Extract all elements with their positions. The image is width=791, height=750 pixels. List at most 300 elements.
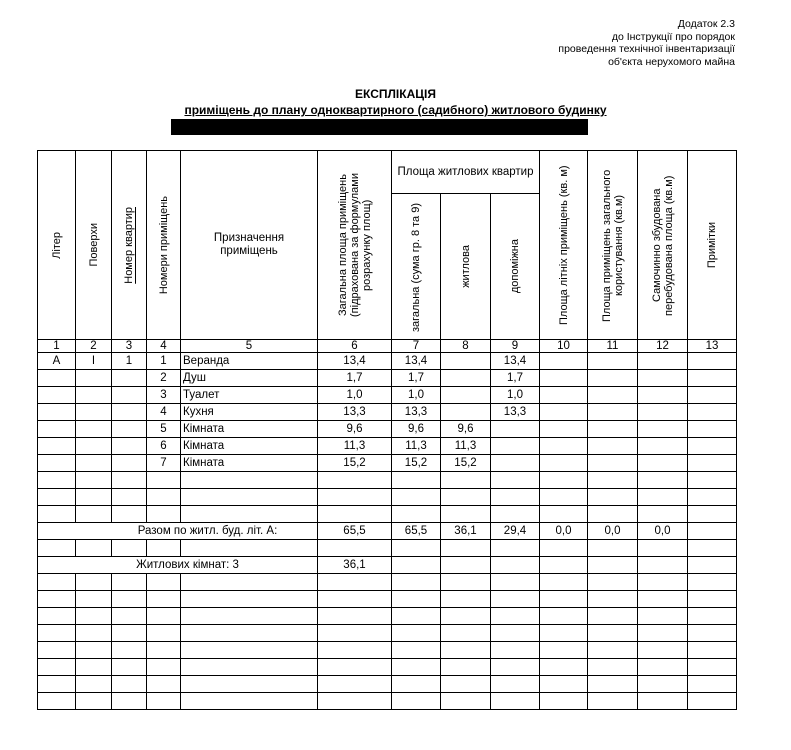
- empty-cell: [540, 608, 588, 625]
- empty-cell: [392, 574, 441, 591]
- room-number-cell: 4: [147, 404, 181, 421]
- empty-cell: [540, 455, 588, 472]
- empty-cell: [638, 472, 688, 489]
- empty-cell: [318, 540, 392, 557]
- empty-cell: [588, 387, 638, 404]
- liter-cell: [38, 438, 76, 455]
- empty-cell: [392, 625, 441, 642]
- empty-cell: [38, 506, 76, 523]
- col-number: 6: [318, 340, 392, 353]
- empty-cell: [76, 659, 112, 676]
- empty-cell: [392, 540, 441, 557]
- room-purpose-cell: Кімната: [181, 421, 318, 438]
- liter-cell: [38, 455, 76, 472]
- empty-cell: [688, 472, 737, 489]
- empty-cell: [112, 506, 147, 523]
- empty-cell: [112, 591, 147, 608]
- empty-cell: [441, 557, 491, 574]
- room-purpose-cell: Душ: [181, 370, 318, 387]
- empty-cell: [688, 608, 737, 625]
- living-area-cell: 11,3: [441, 438, 491, 455]
- empty-cell: [688, 625, 737, 642]
- empty-cell: [392, 472, 441, 489]
- header-common: Площа приміщень загального користування (кв.м): [588, 151, 638, 340]
- empty-cell: [588, 591, 638, 608]
- apt-cell: [112, 421, 147, 438]
- col-number: 2: [76, 340, 112, 353]
- empty-cell: [540, 557, 588, 574]
- document-title: ЕКСПЛІКАЦІЯ: [355, 87, 436, 101]
- header-floors: Поверхи: [76, 151, 112, 340]
- room-number-cell: 1: [147, 353, 181, 370]
- col-number: 7: [392, 340, 441, 353]
- empty-cell: [540, 404, 588, 421]
- apt-total-cell: 15,2: [392, 455, 441, 472]
- empty-cell: [392, 557, 441, 574]
- apt-cell: [112, 438, 147, 455]
- empty-cell: [441, 608, 491, 625]
- room-number-cell: 3: [147, 387, 181, 404]
- empty-cell: [638, 659, 688, 676]
- col-number: 12: [638, 340, 688, 353]
- empty-cell: [688, 506, 737, 523]
- empty-cell: [392, 608, 441, 625]
- empty-cell: [540, 642, 588, 659]
- empty-cell: [392, 591, 441, 608]
- empty-cell: [638, 642, 688, 659]
- empty-cell: [588, 557, 638, 574]
- empty-row: [38, 608, 737, 625]
- col-number: 8: [441, 340, 491, 353]
- empty-cell: [638, 540, 688, 557]
- empty-cell: [38, 693, 76, 710]
- empty-cell: [76, 489, 112, 506]
- empty-cell: [441, 693, 491, 710]
- empty-cell: [76, 693, 112, 710]
- empty-cell: [147, 659, 181, 676]
- room-row: [38, 421, 737, 438]
- col-number: 1: [38, 340, 76, 353]
- empty-cell: [491, 489, 540, 506]
- living-rooms-area: 36,1: [318, 557, 392, 574]
- empty-cell: [540, 693, 588, 710]
- empty-cell: [638, 506, 688, 523]
- empty-cell: [588, 506, 638, 523]
- empty-cell: [76, 472, 112, 489]
- liter-cell: [38, 370, 76, 387]
- empty-row: [38, 489, 737, 506]
- empty-row: [38, 591, 737, 608]
- liter-cell: [38, 404, 76, 421]
- living-area-sum: 36,1: [441, 523, 491, 540]
- empty-cell: [392, 676, 441, 693]
- empty-cell: [688, 489, 737, 506]
- col-number: 5: [181, 340, 318, 353]
- empty-cell: [318, 506, 392, 523]
- empty-cell: [588, 540, 638, 557]
- empty-cell: [638, 438, 688, 455]
- empty-cell: [491, 574, 540, 591]
- empty-cell: [688, 693, 737, 710]
- apt-total-sum: 65,5: [392, 523, 441, 540]
- room-row: [38, 404, 737, 421]
- appendix-line-4: об'єкта нерухомого майна: [608, 55, 735, 68]
- empty-cell: [38, 608, 76, 625]
- empty-cell: [318, 625, 392, 642]
- empty-cell: [588, 489, 638, 506]
- total-area-cell: 11,3: [318, 438, 392, 455]
- empty-cell: [76, 574, 112, 591]
- empty-cell: [540, 540, 588, 557]
- empty-cell: [588, 370, 638, 387]
- empty-cell: [588, 574, 638, 591]
- empty-cell: [638, 608, 688, 625]
- empty-cell: [181, 642, 318, 659]
- empty-cell: [112, 642, 147, 659]
- empty-row: [38, 625, 737, 642]
- living-area-cell: [441, 404, 491, 421]
- liter-cell: [38, 421, 76, 438]
- empty-cell: [638, 370, 688, 387]
- total-area-cell: 1,0: [318, 387, 392, 404]
- empty-row: [38, 676, 737, 693]
- empty-cell: [540, 489, 588, 506]
- empty-row: [38, 659, 737, 676]
- empty-cell: [76, 642, 112, 659]
- room-purpose-cell: Кухня: [181, 404, 318, 421]
- empty-cell: [540, 421, 588, 438]
- empty-cell: [147, 693, 181, 710]
- empty-cell: [147, 608, 181, 625]
- empty-cell: [181, 506, 318, 523]
- header-notes: Примітки: [688, 151, 737, 340]
- empty-row: [38, 540, 737, 557]
- empty-cell: [441, 591, 491, 608]
- apt-cell: [112, 370, 147, 387]
- apt-cell: [112, 387, 147, 404]
- empty-cell: [147, 540, 181, 557]
- empty-cell: [318, 574, 392, 591]
- header-apt-total: загальна (сума гр. 8 та 9): [392, 194, 441, 340]
- empty-cell: [540, 625, 588, 642]
- appendix-line-1: Додаток 2.3: [677, 18, 735, 30]
- empty-cell: [588, 438, 638, 455]
- empty-cell: [318, 591, 392, 608]
- empty-cell: [688, 387, 737, 404]
- floor-cell: [76, 455, 112, 472]
- aux-area-cell: 1,0: [491, 387, 540, 404]
- appendix-note: [558, 18, 735, 68]
- empty-cell: [688, 421, 737, 438]
- col-number: 13: [688, 340, 737, 353]
- empty-cell: [588, 608, 638, 625]
- empty-cell: [76, 506, 112, 523]
- empty-cell: [638, 387, 688, 404]
- header-total-area: Загальна площа приміщень (підрахована за формулами розрахунку площ): [318, 151, 392, 340]
- empty-cell: [38, 540, 76, 557]
- apt-total-cell: 1,7: [392, 370, 441, 387]
- apt-total-cell: 1,0: [392, 387, 441, 404]
- appendix-line-3: проведення технічної інвентаризації: [558, 43, 735, 55]
- document-subtitle: приміщень до плану одноквартирного (садибного) житлового будинку: [184, 103, 607, 117]
- apt-cell: 1: [112, 353, 147, 370]
- empty-cell: [112, 489, 147, 506]
- col-number: 4: [147, 340, 181, 353]
- room-purpose-cell: Кімната: [181, 455, 318, 472]
- room-number-cell: 6: [147, 438, 181, 455]
- summer-area-sum: 0,0: [540, 523, 588, 540]
- empty-cell: [638, 557, 688, 574]
- empty-cell: [112, 472, 147, 489]
- empty-cell: [588, 625, 638, 642]
- floor-cell: [76, 421, 112, 438]
- empty-cell: [588, 404, 638, 421]
- empty-cell: [147, 506, 181, 523]
- header-apt-no: Номер квартир: [112, 151, 147, 340]
- empty-cell: [181, 659, 318, 676]
- header-purpose: Призначення приміщень: [181, 151, 318, 340]
- living-area-cell: 9,6: [441, 421, 491, 438]
- floor-cell: І: [76, 353, 112, 370]
- empty-cell: [688, 676, 737, 693]
- apt-total-cell: 13,3: [392, 404, 441, 421]
- empty-cell: [491, 506, 540, 523]
- empty-cell: [491, 659, 540, 676]
- empty-cell: [688, 438, 737, 455]
- room-row: [38, 438, 737, 455]
- empty-cell: [38, 472, 76, 489]
- empty-cell: [38, 659, 76, 676]
- empty-cell: [688, 540, 737, 557]
- col-number: 11: [588, 340, 638, 353]
- empty-cell: [181, 574, 318, 591]
- empty-cell: [638, 591, 688, 608]
- living-area-cell: 15,2: [441, 455, 491, 472]
- empty-cell: [318, 489, 392, 506]
- empty-cell: [688, 642, 737, 659]
- empty-cell: [540, 472, 588, 489]
- empty-cell: [76, 625, 112, 642]
- empty-cell: [588, 421, 638, 438]
- empty-cell: [441, 625, 491, 642]
- empty-cell: [638, 353, 688, 370]
- empty-cell: [441, 489, 491, 506]
- empty-cell: [441, 472, 491, 489]
- empty-cell: [540, 659, 588, 676]
- total-area-cell: 15,2: [318, 455, 392, 472]
- empty-cell: [112, 659, 147, 676]
- empty-cell: [181, 489, 318, 506]
- empty-row: [38, 693, 737, 710]
- empty-cell: [540, 438, 588, 455]
- empty-cell: [112, 625, 147, 642]
- empty-cell: [688, 591, 737, 608]
- header-auxiliary: допоміжна: [491, 194, 540, 340]
- empty-cell: [76, 591, 112, 608]
- empty-cell: [318, 472, 392, 489]
- liter-cell: [38, 387, 76, 404]
- floor-cell: [76, 370, 112, 387]
- apt-cell: [112, 404, 147, 421]
- header-room-nos: Номери приміщень: [147, 151, 181, 340]
- empty-cell: [181, 693, 318, 710]
- empty-cell: [38, 676, 76, 693]
- empty-row: [38, 642, 737, 659]
- room-purpose-cell: Туалет: [181, 387, 318, 404]
- living-area-cell: [441, 387, 491, 404]
- aux-area-sum: 29,4: [491, 523, 540, 540]
- empty-cell: [588, 676, 638, 693]
- empty-cell: [318, 642, 392, 659]
- empty-cell: [147, 642, 181, 659]
- empty-cell: [392, 489, 441, 506]
- total-row: [38, 523, 737, 540]
- floor-cell: [76, 404, 112, 421]
- empty-cell: [540, 506, 588, 523]
- header-summer: Площа літніх приміщень (кв. м): [540, 151, 588, 340]
- aux-area-cell: 13,3: [491, 404, 540, 421]
- empty-row: [38, 472, 737, 489]
- total-area-cell: 9,6: [318, 421, 392, 438]
- room-number-cell: 5: [147, 421, 181, 438]
- empty-cell: [112, 676, 147, 693]
- empty-cell: [147, 591, 181, 608]
- total-area-cell: 13,3: [318, 404, 392, 421]
- empty-cell: [638, 421, 688, 438]
- total-area-sum: 65,5: [318, 523, 392, 540]
- aux-area-cell: 13,4: [491, 353, 540, 370]
- empty-cell: [112, 540, 147, 557]
- empty-cell: [318, 608, 392, 625]
- empty-cell: [491, 540, 540, 557]
- self-built-area-sum: 0,0: [638, 523, 688, 540]
- total-area-cell: 13,4: [318, 353, 392, 370]
- aux-area-cell: [491, 438, 540, 455]
- aux-area-cell: 1,7: [491, 370, 540, 387]
- floor-cell: [76, 438, 112, 455]
- empty-cell: [540, 574, 588, 591]
- apt-total-cell: 11,3: [392, 438, 441, 455]
- empty-cell: [76, 608, 112, 625]
- aux-area-cell: [491, 455, 540, 472]
- empty-cell: [638, 693, 688, 710]
- room-purpose-cell: Веранда: [181, 353, 318, 370]
- empty-cell: [392, 693, 441, 710]
- empty-cell: [638, 404, 688, 421]
- room-purpose-cell: Кімната: [181, 438, 318, 455]
- empty-cell: [181, 625, 318, 642]
- empty-cell: [588, 455, 638, 472]
- empty-cell: [441, 574, 491, 591]
- empty-cell: [638, 574, 688, 591]
- apt-cell: [112, 455, 147, 472]
- empty-cell: [76, 676, 112, 693]
- apt-total-cell: 13,4: [392, 353, 441, 370]
- empty-cell: [588, 659, 638, 676]
- common-area-sum: 0,0: [588, 523, 638, 540]
- header-living: житлова: [441, 194, 491, 340]
- empty-cell: [181, 472, 318, 489]
- room-row: [38, 455, 737, 472]
- empty-cell: [392, 659, 441, 676]
- empty-cell: [441, 540, 491, 557]
- col-number: 10: [540, 340, 588, 353]
- empty-cell: [638, 489, 688, 506]
- empty-cell: [491, 693, 540, 710]
- column-number-row: [38, 340, 737, 353]
- header-liter: Літер: [38, 151, 76, 340]
- room-row: [38, 370, 737, 387]
- empty-cell: [688, 370, 737, 387]
- empty-cell: [318, 659, 392, 676]
- empty-cell: [147, 472, 181, 489]
- room-row: [38, 387, 737, 404]
- col-number: 3: [112, 340, 147, 353]
- empty-cell: [147, 676, 181, 693]
- empty-cell: [688, 523, 737, 540]
- empty-cell: [638, 625, 688, 642]
- empty-cell: [491, 472, 540, 489]
- empty-cell: [112, 693, 147, 710]
- empty-cell: [181, 591, 318, 608]
- empty-cell: [688, 574, 737, 591]
- room-row: [38, 353, 737, 370]
- apt-total-cell: 9,6: [392, 421, 441, 438]
- empty-cell: [588, 693, 638, 710]
- empty-cell: [688, 659, 737, 676]
- room-number-cell: 2: [147, 370, 181, 387]
- empty-cell: [76, 540, 112, 557]
- empty-cell: [318, 693, 392, 710]
- empty-cell: [38, 574, 76, 591]
- total-label: Разом по житл. буд. літ. А:: [38, 523, 318, 540]
- empty-cell: [147, 489, 181, 506]
- total-area-cell: 1,7: [318, 370, 392, 387]
- empty-cell: [688, 353, 737, 370]
- header-residential-group: Площа житлових квартир: [392, 151, 540, 194]
- empty-row: [38, 506, 737, 523]
- empty-cell: [441, 676, 491, 693]
- living-area-cell: [441, 353, 491, 370]
- empty-cell: [588, 353, 638, 370]
- empty-cell: [441, 659, 491, 676]
- redacted-address-bar: [171, 119, 588, 135]
- empty-cell: [491, 625, 540, 642]
- empty-cell: [441, 642, 491, 659]
- empty-cell: [688, 455, 737, 472]
- empty-cell: [112, 608, 147, 625]
- empty-cell: [38, 642, 76, 659]
- empty-cell: [540, 353, 588, 370]
- empty-cell: [147, 625, 181, 642]
- header-row-1: [38, 151, 737, 194]
- living-area-cell: [441, 370, 491, 387]
- col-number: 9: [491, 340, 540, 353]
- empty-cell: [392, 506, 441, 523]
- empty-cell: [147, 574, 181, 591]
- empty-cell: [491, 642, 540, 659]
- header-self-built: Самочинно збудована перебудована площа (кв.м): [638, 151, 688, 340]
- empty-cell: [638, 455, 688, 472]
- empty-cell: [688, 404, 737, 421]
- empty-cell: [588, 642, 638, 659]
- empty-cell: [392, 642, 441, 659]
- empty-cell: [491, 557, 540, 574]
- empty-cell: [491, 676, 540, 693]
- empty-cell: [441, 506, 491, 523]
- empty-cell: [638, 676, 688, 693]
- empty-row: [38, 574, 737, 591]
